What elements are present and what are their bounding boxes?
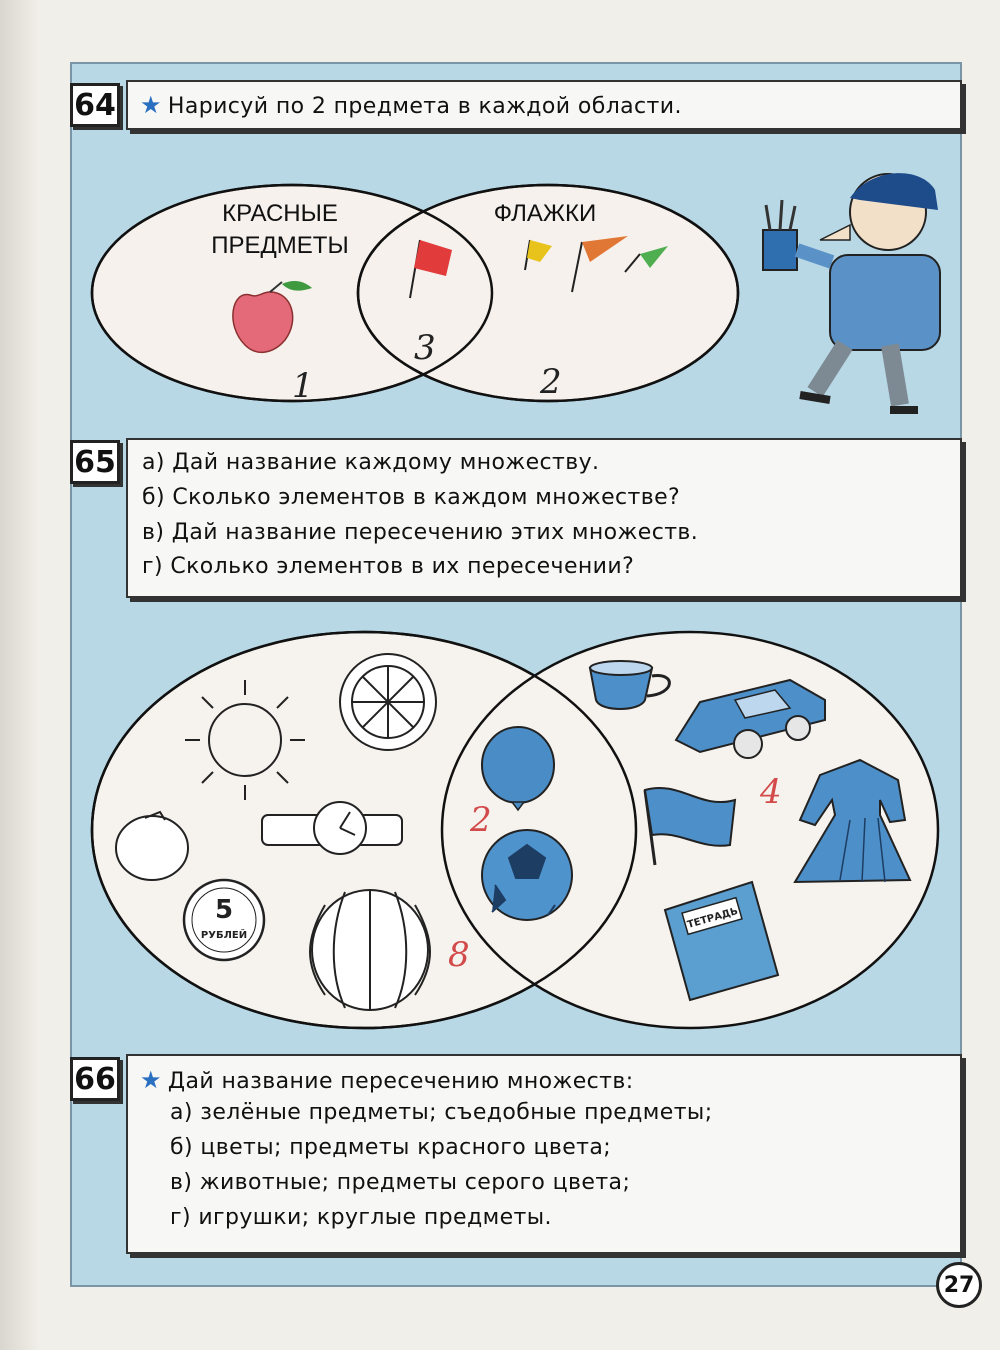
star-icon: ★ bbox=[140, 91, 162, 119]
venn-diagram-65 bbox=[92, 632, 938, 1028]
task-number-66: 66 bbox=[70, 1057, 120, 1101]
handwritten-intersection-count: 2 bbox=[470, 800, 492, 840]
task-66-line-c: в) животные; предметы серого цвета; bbox=[170, 1170, 631, 1195]
task-66-line-d: г) игрушки; круглые предметы. bbox=[170, 1205, 552, 1230]
task-66-line-a: а) зелёные предметы; съедобные предметы; bbox=[170, 1100, 713, 1125]
task-66-line-b: б) цветы; предметы красного цвета; bbox=[170, 1135, 612, 1160]
handwritten-count-left: 1 bbox=[292, 366, 314, 406]
task-66-title: Дай название пересечению множеств: bbox=[167, 1069, 634, 1094]
handwritten-count-intersection: 3 bbox=[414, 328, 436, 368]
star-icon: ★ bbox=[140, 1066, 162, 1094]
task-number-65: 65 bbox=[70, 440, 120, 484]
venn-label-red-objects: КРАСНЫЕ ПРЕДМЕТЫ bbox=[211, 200, 349, 259]
page-number: 27 bbox=[936, 1262, 982, 1308]
wheel-icon bbox=[340, 654, 436, 750]
task-65-line-b: б) Сколько элементов в каждом множестве? bbox=[142, 485, 681, 510]
ball-icon bbox=[482, 830, 572, 920]
coin-label: РУБЛЕЙ bbox=[200, 930, 248, 941]
notebook-label: ТЕТРАДЬ bbox=[686, 905, 740, 931]
coin-number: 5 bbox=[214, 895, 234, 925]
task-65-line-c: в) Дай название пересечению этих множеств. bbox=[142, 520, 699, 545]
task-65-line-d: г) Сколько элементов в их пересечении? bbox=[142, 554, 635, 579]
task-65-box bbox=[126, 438, 962, 598]
task-number-64: 64 bbox=[70, 83, 120, 127]
venn-diagram-64 bbox=[92, 185, 738, 401]
watermelon-icon bbox=[310, 890, 430, 1010]
handwritten-right-count: 4 bbox=[760, 772, 782, 812]
handwritten-left-count: 8 bbox=[448, 935, 470, 975]
venn-label-flags: ФЛАЖКИ bbox=[493, 200, 597, 227]
task-65-line-a: а) Дай название каждому множеству. bbox=[142, 450, 600, 475]
handwritten-count-right: 2 bbox=[540, 362, 562, 402]
task-64-text: Нарисуй по 2 предмета в каждой области. bbox=[167, 94, 682, 119]
coin-icon bbox=[184, 880, 264, 960]
boy-illustration bbox=[763, 173, 940, 410]
task-64-box bbox=[126, 80, 962, 130]
task-66-box bbox=[126, 1054, 962, 1254]
